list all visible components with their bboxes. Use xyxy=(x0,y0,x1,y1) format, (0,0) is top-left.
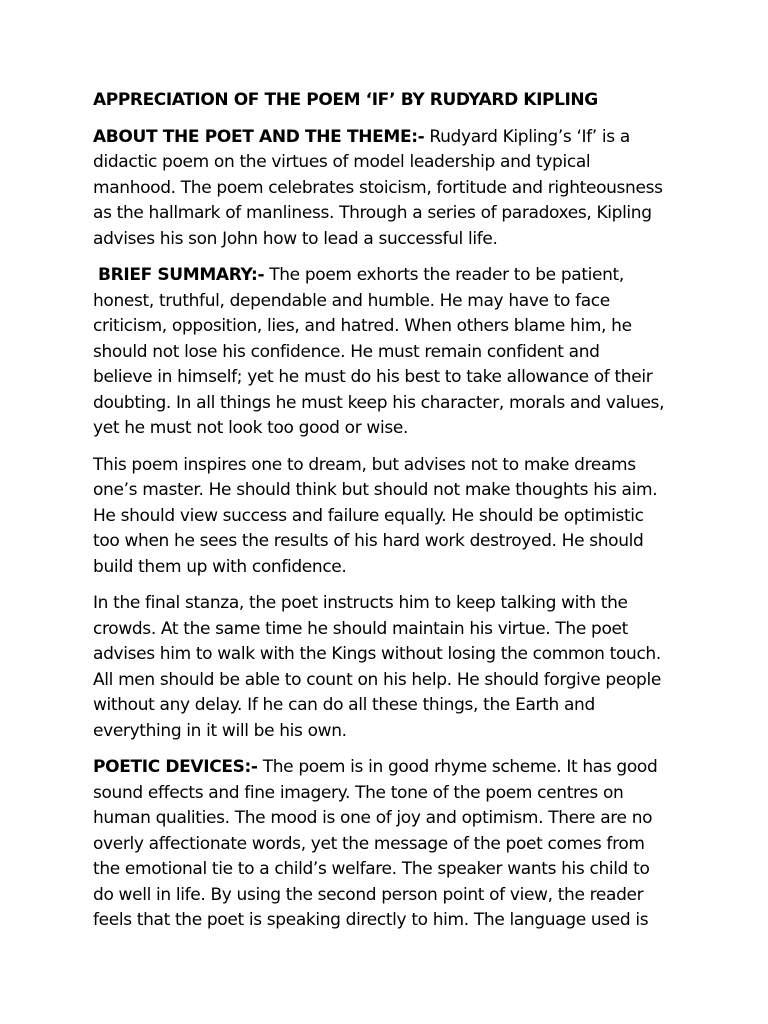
text-line: sound effects and fine imagery. The tone of the poem centres on xyxy=(93,782,624,803)
text-line: The poem exhorts the reader to be patient, xyxy=(264,265,624,285)
text-line: without any delay. If he can do all these things, the Earth and xyxy=(93,695,595,715)
text-line: the emotional tie to a child’s welfare. The speaker wants his child to xyxy=(93,859,650,879)
paragraph-dream xyxy=(93,453,693,581)
text-line: didactic poem on the virtues of model leadership and typical xyxy=(93,152,591,172)
text-line: All men should be able to count on his help. He should forgive people xyxy=(93,669,661,690)
document-title: APPRECIATION OF THE POEM ‘IF’ BY RUDYARD KIPLING xyxy=(93,90,598,110)
text-line: This poem inspires one to dream, but advises not to make dreams xyxy=(93,454,636,475)
text-line: In the final stanza, the poet instructs him to keep talking with the xyxy=(93,593,628,613)
text-line: advises him to walk with the Kings without losing the common touch. xyxy=(93,644,661,664)
text-line: one’s master. He should think but should not make thoughts his aim. xyxy=(93,480,658,500)
text-line: feels that the poet is speaking directly to him. The language used is xyxy=(93,910,649,930)
section-heading-poetic-devices: POETIC DEVICES:- xyxy=(93,757,258,777)
text-line: The poem is in good rhyme scheme. It has good xyxy=(257,757,658,777)
text-line: as the hallmark of manliness. Through a series of paradoxes, Kipling xyxy=(93,203,652,223)
paragraph-poetic-devices xyxy=(93,755,693,934)
paragraph-brief-summary xyxy=(93,263,693,442)
text-line: believe in himself; yet he must do his best to take allowance of their xyxy=(93,367,653,387)
text-line: manhood. The poem celebrates stoicism, fortitude and righteousness xyxy=(93,177,663,198)
text-line: crowds. At the same time he should maintain his virtue. The poet xyxy=(93,618,628,639)
text-line: build them up with confidence. xyxy=(93,556,347,577)
text-line: doubting. In all things he must keep his character, morals and values, xyxy=(93,392,665,413)
section-heading-brief-summary: BRIEF SUMMARY:- xyxy=(98,265,265,285)
text-line: human qualities. The mood is one of joy and optimism. There are no xyxy=(93,808,653,828)
paragraph-final-stanza xyxy=(93,591,693,744)
text-line: overly affectionate words, yet the message of the poet comes from xyxy=(93,833,645,854)
text-line: Rudyard Kipling’s ‘If’ is a xyxy=(424,126,630,147)
text-line: advises his son John how to lead a successful life. xyxy=(93,228,498,249)
text-line: honest, truthful, dependable and humble. He may have to face xyxy=(93,290,610,311)
text-line: He should view success and failure equally. He should be optimistic xyxy=(93,505,644,526)
paragraph-about-poet xyxy=(93,125,693,253)
document-page xyxy=(93,88,693,945)
text-line: too when he sees the results of his hard work destroyed. He should xyxy=(93,531,644,551)
text-line: do well in life. By using the second person point of view, the reader xyxy=(93,884,644,905)
section-heading-about-poet: ABOUT THE POET AND THE THEME:- xyxy=(93,126,425,147)
text-line: should not lose his confidence. He must remain confident and xyxy=(93,341,600,362)
text-line: everything in it will be his own. xyxy=(93,720,347,741)
text-line: criticism, opposition, lies, and hatred. When others blame him, he xyxy=(93,316,632,336)
text-line: yet he must not look too good or wise. xyxy=(93,418,409,438)
